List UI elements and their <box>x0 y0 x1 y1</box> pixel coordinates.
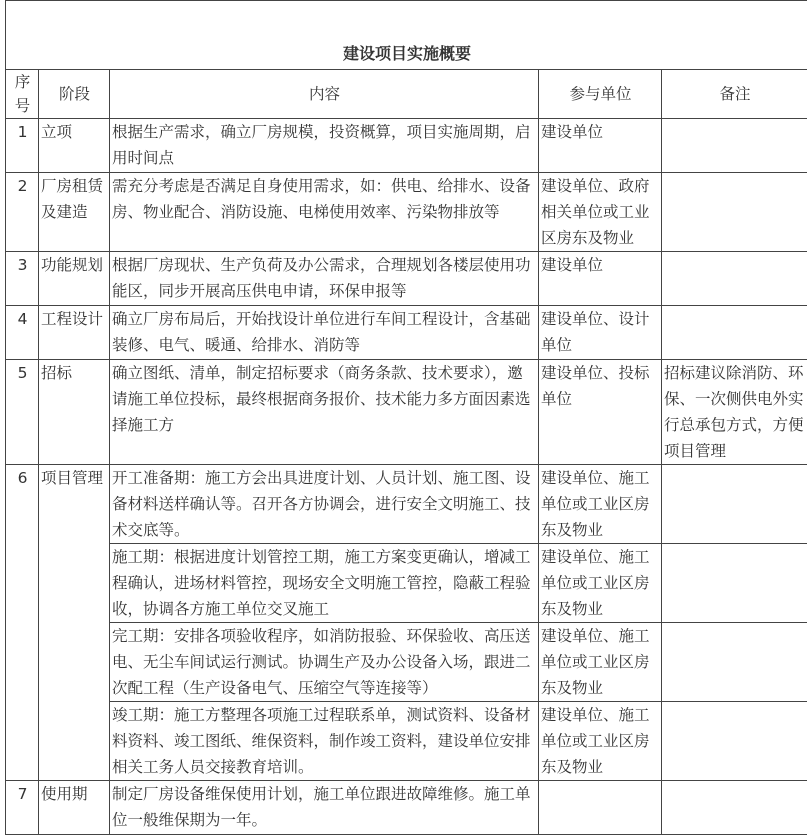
row-stage: 功能规划 <box>39 252 110 306</box>
row-party: 建设单位 <box>539 119 662 173</box>
table-title: 建设项目实施概要 <box>6 1 807 70</box>
row-number: 5 <box>6 360 39 465</box>
table-row <box>6 252 807 306</box>
row-note <box>662 252 807 306</box>
row-party: 建设单位、投标单位 <box>539 360 662 465</box>
table-row <box>6 173 807 252</box>
row-party: 建设单位、设计单位 <box>539 306 662 360</box>
row-content: 确立图纸、清单，制定招标要求（商务条款、技术要求），邀请施工单位投标，最终根据商务报价、技术能力多方面因素选择施工方 <box>110 360 539 465</box>
row-note <box>662 306 807 360</box>
row-stage: 厂房租赁及建造 <box>39 173 110 252</box>
row-party <box>539 781 662 835</box>
row-party: 建设单位、政府相关单位或工业区房东及物业 <box>539 173 662 252</box>
row-stage: 使用期 <box>39 781 110 835</box>
table-row <box>6 781 807 835</box>
row-note <box>662 119 807 173</box>
row-number: 6 <box>6 465 39 781</box>
header-no: 序号 <box>6 70 39 119</box>
table-row <box>6 702 807 781</box>
row-content: 开工准备期：施工方会出具进度计划、人员计划、施工图、设备材料送样确认等。召开各方协调会，进行安全文明施工、技术交底等。 <box>110 465 539 544</box>
row-number: 2 <box>6 173 39 252</box>
row-note <box>662 173 807 252</box>
row-content: 需充分考虑是否满足自身使用需求，如：供电、给排水、设备房、物业配合、消防设施、电梯使用效率、污染物排放等 <box>110 173 539 252</box>
header-stage: 阶段 <box>39 70 110 119</box>
table-row <box>6 623 807 702</box>
row-stage: 立项 <box>39 119 110 173</box>
row-stage: 招标 <box>39 360 110 465</box>
header-party: 参与单位 <box>539 70 662 119</box>
row-note: 招标建议除消防、环保、一次侧供电外实行总承包方式，方便项目管理 <box>662 360 807 465</box>
table-row <box>6 119 807 173</box>
table-row <box>6 360 807 465</box>
header-row <box>6 70 807 119</box>
row-note <box>662 465 807 544</box>
row-number: 3 <box>6 252 39 306</box>
row-content: 竣工期：施工方整理各项施工过程联系单，测试资料、设备材料资料、竣工图纸、维保资料，制作竣工资料，建设单位安排相关工务人员交接教育培训。 <box>110 702 539 781</box>
header-content: 内容 <box>110 70 539 119</box>
row-party: 建设单位、施工单位或工业区房东及物业 <box>539 702 662 781</box>
project-summary-table <box>5 0 807 835</box>
row-party: 建设单位、施工单位或工业区房东及物业 <box>539 465 662 544</box>
row-stage: 项目管理 <box>39 465 110 781</box>
row-content: 根据厂房现状、生产负荷及办公需求，合理规划各楼层使用功能区，同步开展高压供电申请，环保申报等 <box>110 252 539 306</box>
row-note <box>662 544 807 623</box>
row-number: 1 <box>6 119 39 173</box>
row-number: 4 <box>6 306 39 360</box>
table-row <box>6 544 807 623</box>
table-row <box>6 465 807 544</box>
table-row <box>6 306 807 360</box>
row-party: 建设单位 <box>539 252 662 306</box>
row-content: 完工期：安排各项验收程序，如消防报验、环保验收、高压送电、无尘车间试运行测试。协调生产及办公设备入场，跟进二次配工程（生产设备电气、压缩空气等连接等） <box>110 623 539 702</box>
row-number: 7 <box>6 781 39 835</box>
row-content: 确立厂房布局后，开始找设计单位进行车间工程设计，含基础装修、电气、暖通、给排水、消防等 <box>110 306 539 360</box>
row-content: 根据生产需求，确立厂房规模，投资概算，项目实施周期，启用时间点 <box>110 119 539 173</box>
row-note <box>662 623 807 702</box>
row-stage: 工程设计 <box>39 306 110 360</box>
row-content: 施工期：根据进度计划管控工期，施工方案变更确认，增减工程确认，进场材料管控，现场安全文明施工管控，隐蔽工程验收，协调各方施工单位交叉施工 <box>110 544 539 623</box>
row-party: 建设单位、施工单位或工业区房东及物业 <box>539 623 662 702</box>
header-note: 备注 <box>662 70 807 119</box>
row-content: 制定厂房设备维保使用计划，施工单位跟进故障维修。施工单位一般维保期为一年。 <box>110 781 539 835</box>
row-note <box>662 702 807 781</box>
row-note <box>662 781 807 835</box>
row-party: 建设单位、施工单位或工业区房东及物业 <box>539 544 662 623</box>
